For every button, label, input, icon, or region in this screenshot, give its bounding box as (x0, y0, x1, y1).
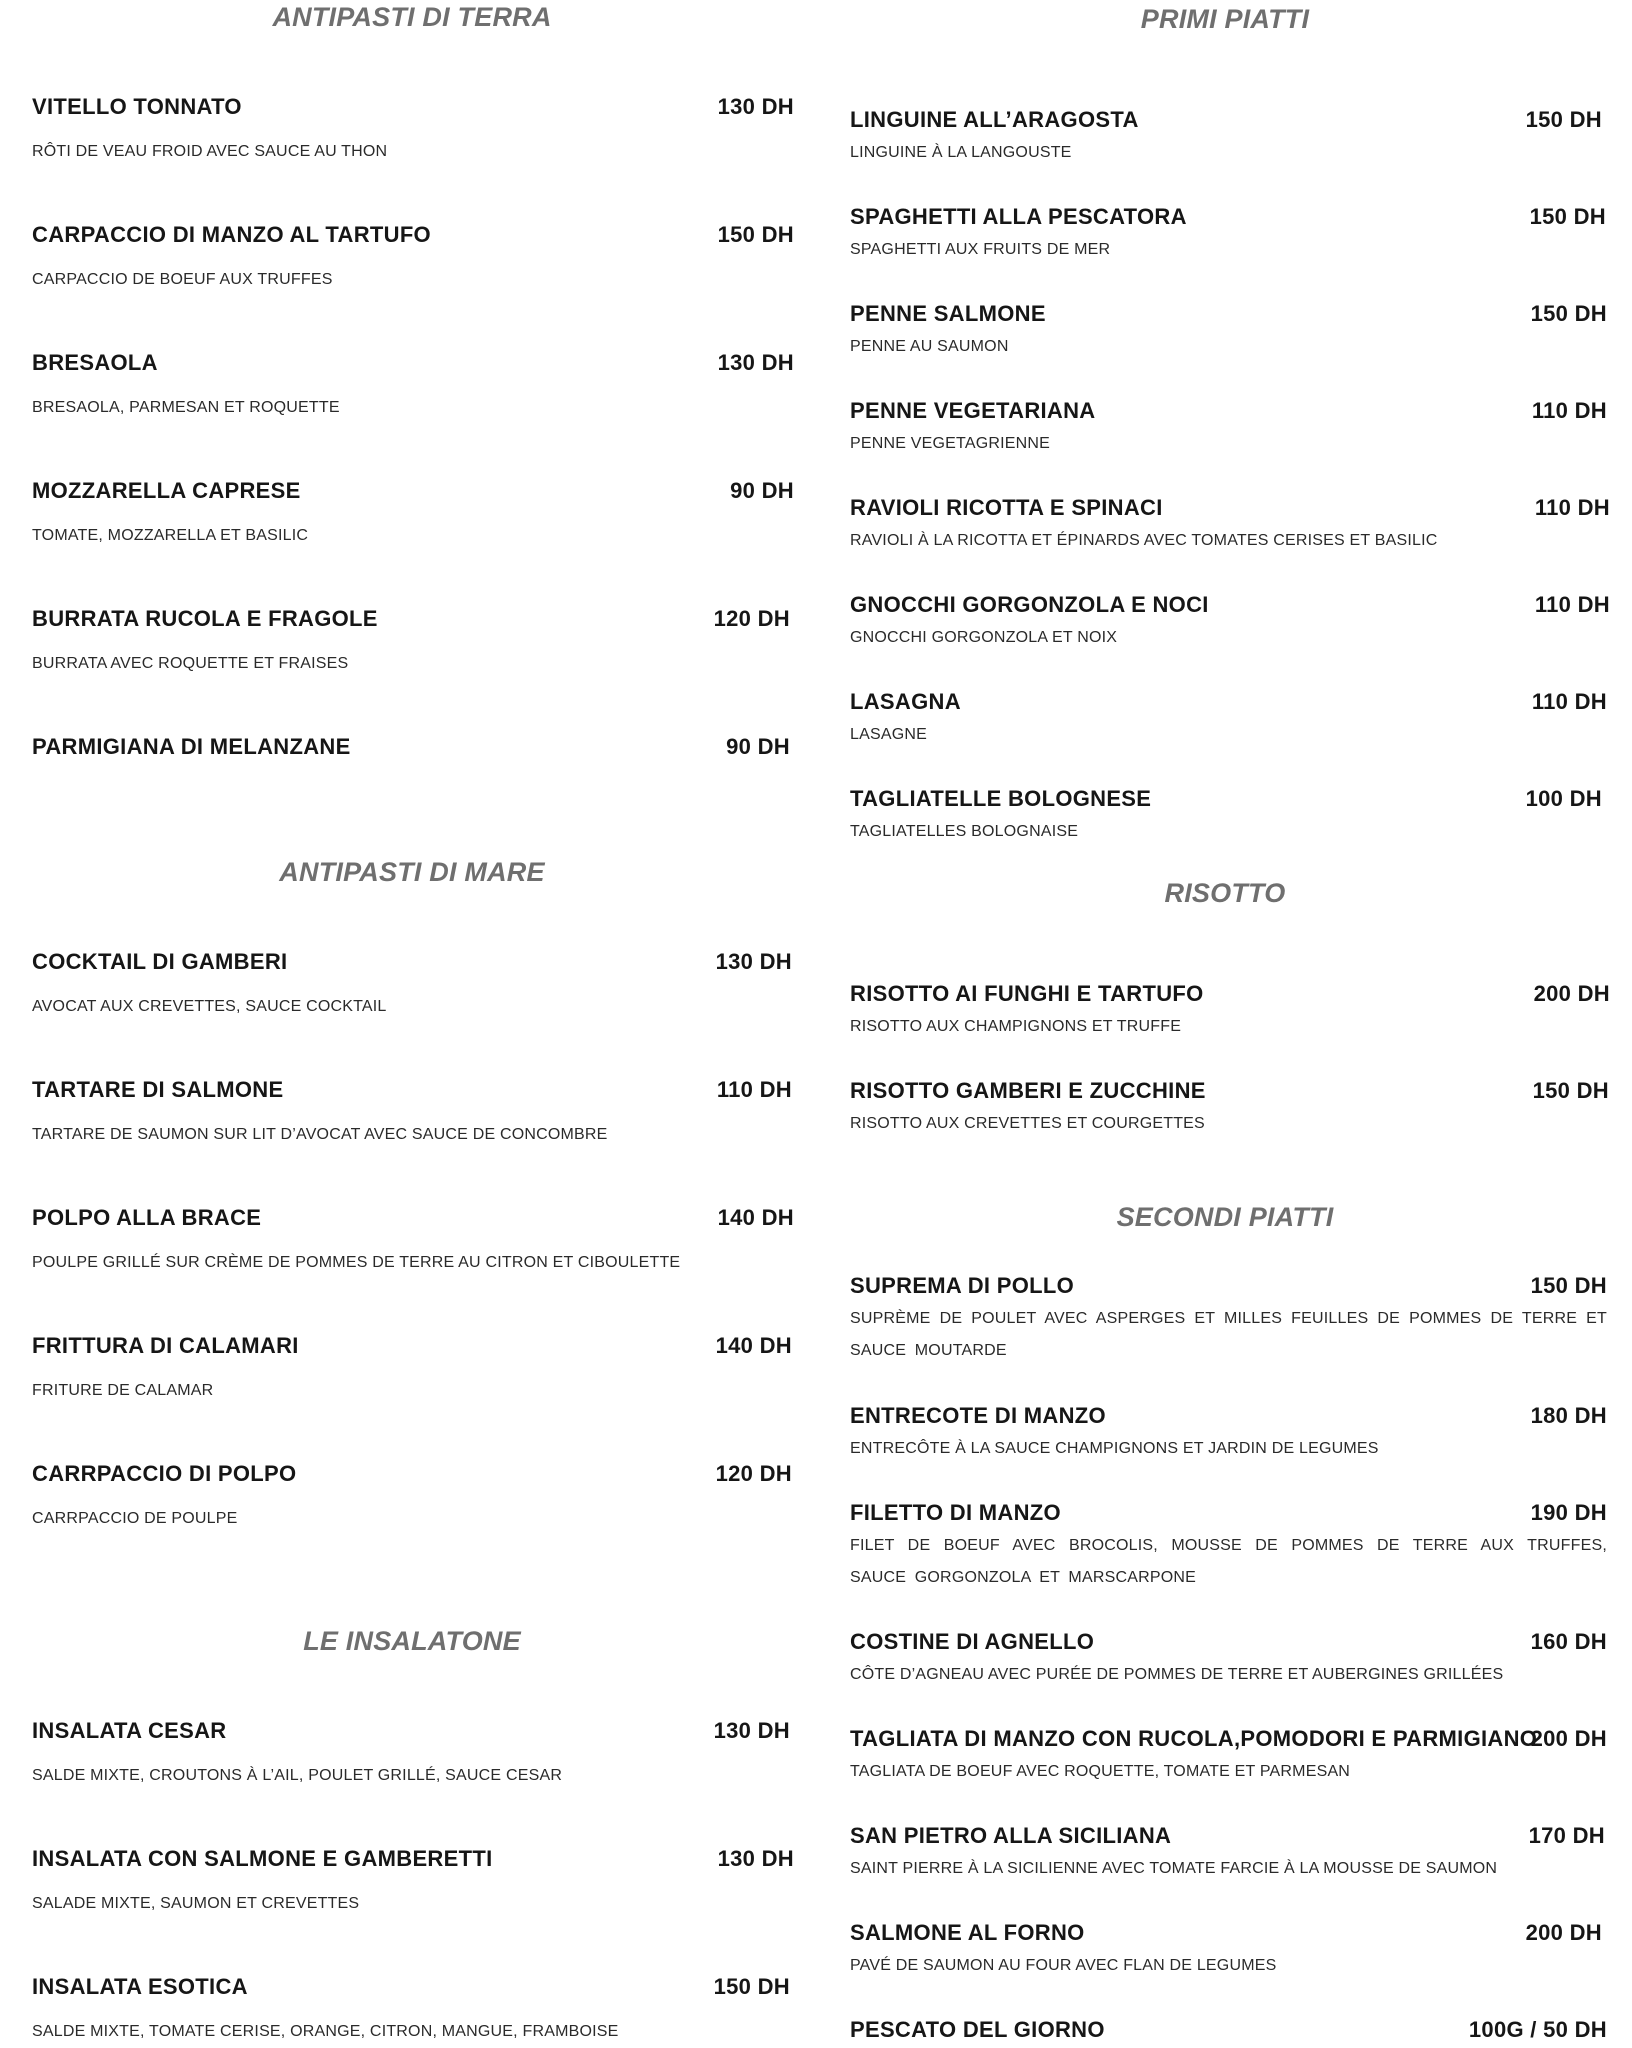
item-price: 130 DH (713, 1718, 790, 1743)
item-description: FILET DE BOEUF AVEC BROCOLIS, MOUSSE DE POMMES DE TERRE AUX TRUFFES, SAUCE GORGONZOLA ET MARSCARPONE (850, 1537, 1607, 1586)
item-price: 140 DH (715, 1333, 792, 1358)
item-price: 110 DH (716, 1077, 792, 1102)
item-name: TAGLIATA DI MANZO CON RUCOLA,POMODORI E PARMIGIANO (850, 1726, 1538, 1751)
item-name: FRITTURA DI CALAMARI (32, 1333, 299, 1358)
menu-item (850, 301, 1607, 361)
menu-item (32, 1461, 792, 1531)
item-description: GNOCCHI GORGONZOLA ET NOIX (850, 629, 1118, 646)
section-title-insalatone: LE INSALATONE (303, 1626, 521, 1656)
item-name: SUPREMA DI POLLO (850, 1273, 1074, 1298)
item-price: 150 DH (1525, 107, 1602, 132)
item-description: SALDE MIXTE, CROUTONS À L’AIL, POULET GRILLÉ, SAUCE CESAR (32, 1767, 563, 1784)
item-name: LASAGNA (850, 689, 961, 714)
item-description: CARPACCIO DE BOEUF AUX TRUFFES (32, 271, 333, 288)
item-description: TAGLIATA DE BOEUF AVEC ROQUETTE, TOMATE ET PARMESAN (850, 1763, 1351, 1780)
item-description: RISOTTO AUX CHAMPIGNONS ET TRUFFE (850, 1018, 1182, 1035)
item-name: COCKTAIL DI GAMBERI (32, 949, 288, 974)
menu-item (850, 107, 1602, 167)
item-name: PESCATO DEL GIORNO (850, 2017, 1105, 2042)
item-price: 110 DH (1534, 592, 1610, 617)
item-price: 150 DH (717, 222, 794, 247)
item-name: PENNE SALMONE (850, 301, 1046, 326)
menu-item (850, 786, 1602, 846)
item-name: INSALATA CESAR (32, 1718, 227, 1743)
item-name: GNOCCHI GORGONZOLA E NOCI (850, 592, 1209, 617)
item-name: LINGUINE ALL’ARAGOSTA (850, 107, 1139, 132)
menu-item (32, 94, 794, 164)
item-name: BRESAOLA (32, 350, 158, 375)
item-price: 190 DH (1530, 1500, 1607, 1525)
item-price: 100G / 50 DH (1468, 2017, 1607, 2042)
item-price: 130 DH (717, 1846, 794, 1871)
item-description: BRESAOLA, PARMESAN ET ROQUETTE (32, 399, 340, 416)
item-name: FILETTO DI MANZO (850, 1500, 1061, 1525)
menu-item (32, 1205, 794, 1275)
item-price: 150 DH (713, 1974, 790, 1999)
item-description: RISOTTO AUX CREVETTES ET COURGETTES (850, 1115, 1205, 1132)
item-description: SALDE MIXTE, TOMATE CERISE, ORANGE, CITRON, MANGUE, FRAMBOISE (32, 2023, 619, 2040)
item-description: BURRATA AVEC ROQUETTE ET FRAISES (32, 655, 349, 672)
section-title-risotto: RISOTTO (1164, 878, 1286, 908)
item-name: BURRATA RUCOLA E FRAGOLE (32, 606, 378, 631)
item-name: TAGLIATELLE BOLOGNESE (850, 786, 1152, 811)
item-description: PAVÉ DE SAUMON AU FOUR AVEC FLAN DE LEGUMES (850, 1957, 1277, 1974)
menu-item (850, 1629, 1607, 1689)
item-name: RAVIOLI RICOTTA E SPINACI (850, 495, 1163, 520)
item-name: SAN PIETRO ALLA SICILIANA (850, 1823, 1172, 1848)
menu-item (850, 981, 1610, 1041)
menu-item (850, 1726, 1607, 1786)
item-price: 120 DH (715, 1461, 792, 1486)
item-price: 180 DH (1530, 1403, 1607, 1428)
menu-item (32, 734, 790, 764)
item-name: CARPACCIO DI MANZO AL TARTUFO (32, 222, 431, 247)
item-price: 130 DH (715, 949, 792, 974)
item-price: 150 DH (1529, 204, 1606, 229)
item-name: SALMONE AL FORNO (850, 1920, 1085, 1945)
item-price: 90 DH (730, 478, 794, 503)
item-price: 120 DH (713, 606, 790, 631)
item-description: TOMATE, MOZZARELLA ET BASILIC (32, 527, 309, 544)
item-description: PENNE VEGETAGRIENNE (850, 435, 1050, 452)
item-price: 90 DH (726, 734, 790, 759)
item-name: VITELLO TONNATO (32, 94, 242, 119)
item-description: SALADE MIXTE, SAUMON ET CREVETTES (32, 1895, 360, 1912)
item-price: 130 DH (717, 350, 794, 375)
item-description: ENTRECÔTE À LA SAUCE CHAMPIGNONS ET JARDIN DE LEGUMES (850, 1440, 1379, 1457)
item-description: RÔTI DE VEAU FROID AVEC SAUCE AU THON (32, 143, 388, 160)
item-price: 100 DH (1525, 786, 1602, 811)
menu-item (850, 689, 1607, 749)
item-name: INSALATA CON SALMONE E GAMBERETTI (32, 1846, 493, 1871)
menu-item (850, 1920, 1602, 1980)
menu-item (32, 949, 792, 1019)
item-price: 130 DH (717, 94, 794, 119)
menu-item (32, 478, 794, 548)
item-price: 150 DH (1530, 301, 1607, 326)
item-name: MOZZARELLA CAPRESE (32, 478, 301, 503)
item-name: INSALATA ESOTICA (32, 1974, 248, 1999)
item-name: PENNE VEGETARIANA (850, 398, 1096, 423)
menu-item (850, 592, 1610, 652)
menu-item (850, 204, 1606, 264)
menu-item (850, 1823, 1605, 1883)
item-price: 110 DH (1534, 495, 1610, 520)
item-description: POULPE GRILLÉ SUR CRÈME DE POMMES DE TERRE AU CITRON ET CIBOULETTE (32, 1254, 681, 1271)
section-title-antipasti-terra: ANTIPASTI DI TERRA (272, 2, 552, 32)
menu-item (850, 1078, 1609, 1138)
item-name: PARMIGIANA DI MELANZANE (32, 734, 351, 759)
item-description: AVOCAT AUX CREVETTES, SAUCE COCKTAIL (32, 998, 387, 1015)
menu-item (32, 1846, 794, 1916)
menu-item (850, 1500, 1607, 1594)
menu-item (32, 1333, 792, 1403)
item-description: CÔTE D’AGNEAU AVEC PURÉE DE POMMES DE TERRE ET AUBERGINES GRILLÉES (850, 1666, 1504, 1683)
item-price: 140 DH (717, 1205, 794, 1230)
item-price: 160 DH (1530, 1629, 1607, 1654)
item-name: CARRPACCIO DI POLPO (32, 1461, 297, 1486)
item-description: LINGUINE À LA LANGOUSTE (850, 144, 1072, 161)
item-price: 200 DH (1533, 981, 1610, 1006)
item-description: PENNE AU SAUMON (850, 338, 1009, 355)
section-title-antipasti-mare: ANTIPASTI DI MARE (279, 857, 545, 887)
item-name: RISOTTO AI FUNGHI E TARTUFO (850, 981, 1204, 1006)
menu-item (32, 350, 794, 420)
item-price: 200 DH (1530, 1726, 1607, 1751)
item-description: FRITURE DE CALAMAR (32, 1382, 214, 1399)
item-description: RAVIOLI À LA RICOTTA ET ÉPINARDS AVEC TOMATES CERISES ET BASILIC (850, 532, 1438, 549)
item-name: RISOTTO GAMBERI E ZUCCHINE (850, 1078, 1206, 1103)
menu-item (850, 398, 1607, 458)
item-name: SPAGHETTI ALLA PESCATORA (850, 204, 1187, 229)
item-description: CARRPACCIO DE POULPE (32, 1510, 238, 1527)
item-price: 150 DH (1532, 1078, 1609, 1103)
item-description: SPAGHETTI AUX FRUITS DE MER (850, 241, 1111, 258)
menu-item (32, 1718, 790, 1788)
section-title-secondi-piatti: SECONDI PIATTI (1116, 1202, 1334, 1232)
item-description: SAINT PIERRE À LA SICILIENNE AVEC TOMATE FARCIE À LA MOUSSE DE SAUMON (850, 1860, 1498, 1877)
item-name: POLPO ALLA BRACE (32, 1205, 262, 1230)
menu-item (850, 1403, 1607, 1463)
menu-item (850, 495, 1610, 555)
item-description: SUPRÈME DE POULET AVEC ASPERGES ET MILLES FEUILLES DE POMMES DE TERRE ET SAUCE MOUTARDE (850, 1310, 1607, 1359)
item-description: LASAGNE (850, 726, 927, 743)
item-price: 110 DH (1531, 689, 1607, 714)
menu-item (32, 222, 794, 292)
menu-item (32, 606, 790, 676)
item-description: TAGLIATELLES BOLOGNAISE (850, 823, 1079, 840)
menu-item (32, 1974, 790, 2044)
item-name: ENTRECOTE DI MANZO (850, 1403, 1106, 1428)
menu-item (850, 2017, 1607, 2047)
section-title-primi-piatti: PRIMI PIATTI (1140, 4, 1310, 34)
item-price: 170 DH (1528, 1823, 1605, 1848)
item-description: TARTARE DE SAUMON SUR LIT D’AVOCAT AVEC SAUCE DE CONCOMBRE (32, 1126, 608, 1143)
item-price: 110 DH (1531, 398, 1607, 423)
item-price: 150 DH (1530, 1273, 1607, 1298)
item-name: TARTARE DI SALMONE (32, 1077, 284, 1102)
menu-item (850, 1273, 1607, 1367)
menu-item (32, 1077, 792, 1147)
item-price: 200 DH (1525, 1920, 1602, 1945)
item-name: COSTINE DI AGNELLO (850, 1629, 1095, 1654)
